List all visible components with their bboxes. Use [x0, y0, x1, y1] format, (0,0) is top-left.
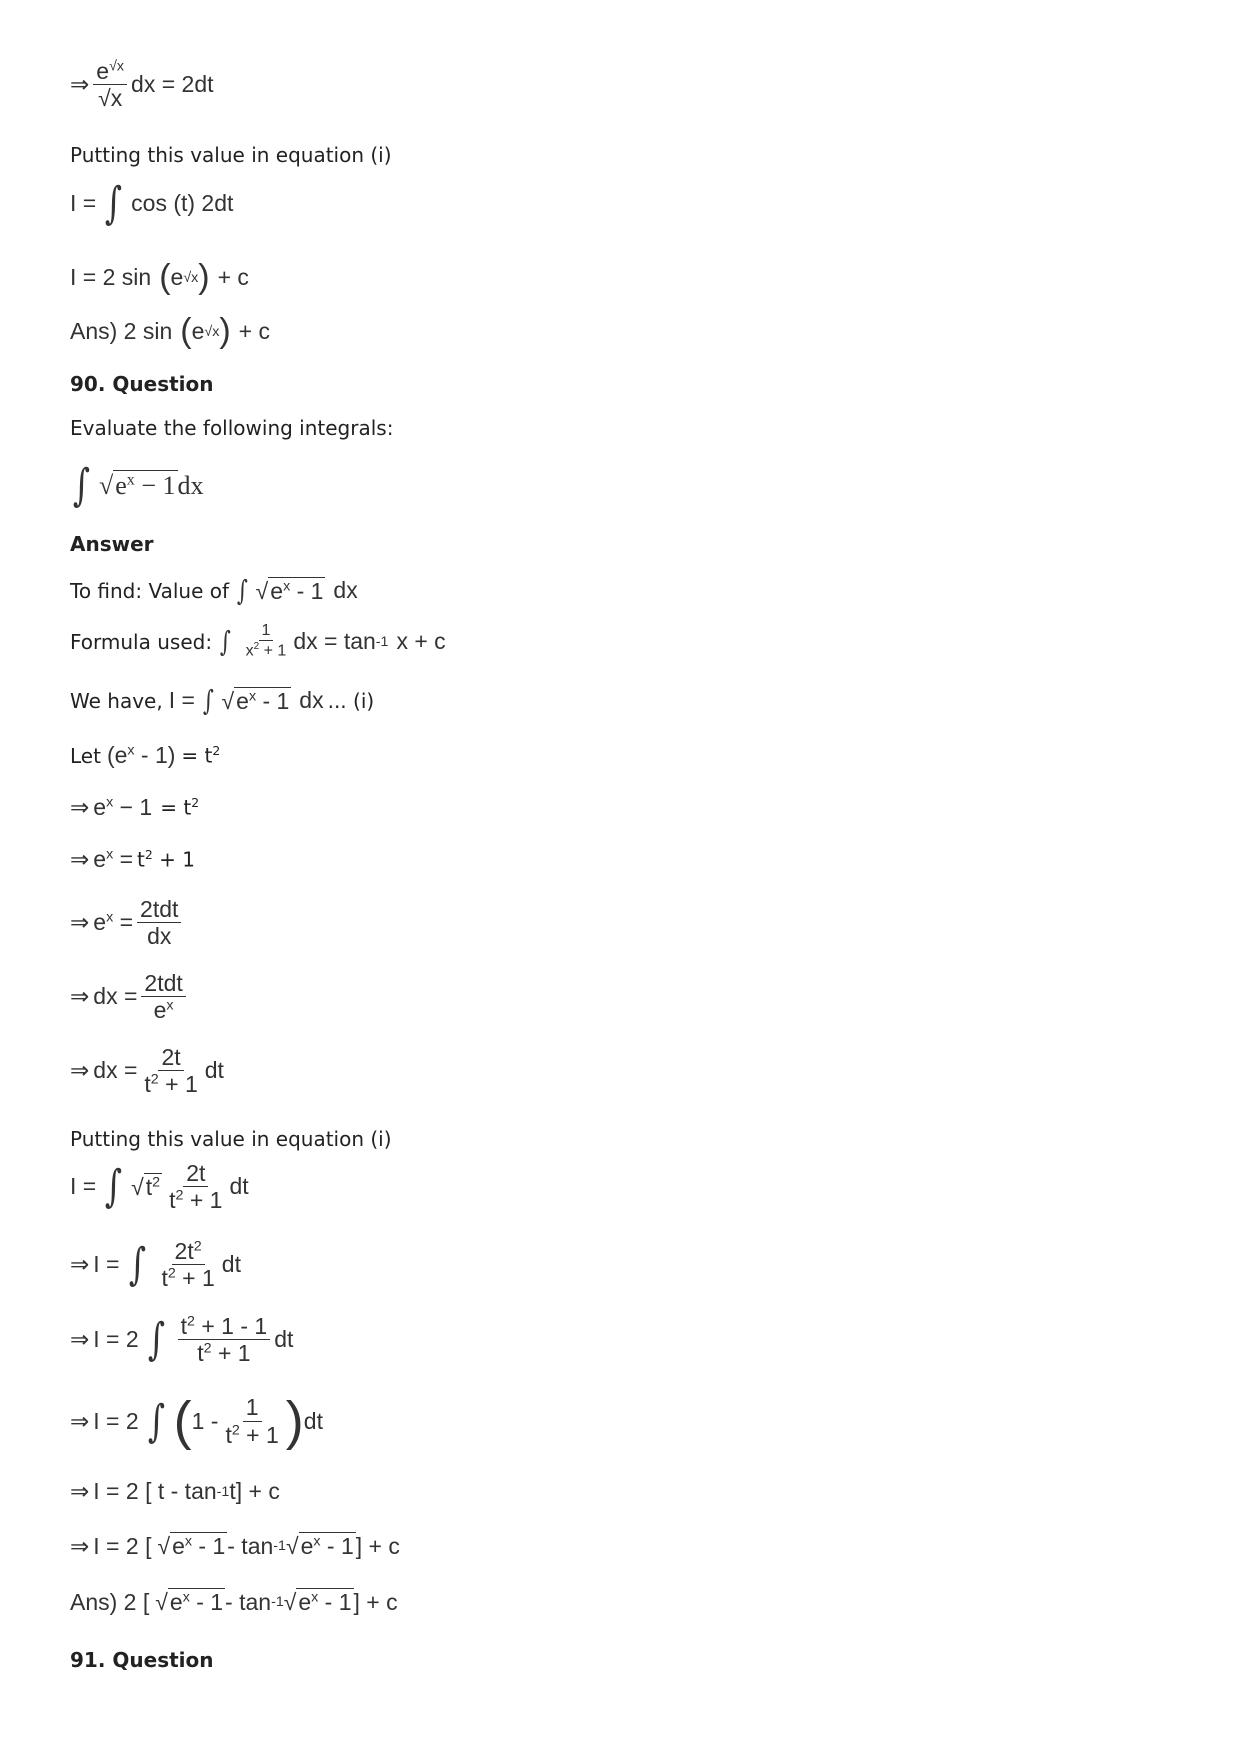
step-line: ⇒ dx = $\frac{2t}{t^2 + 1}$ dt	[70, 1044, 224, 1098]
answer-line: Ans) 2 sin ( e √x ) + c	[70, 312, 270, 350]
body-text: Putting this value in equation (i)	[70, 1127, 392, 1151]
step-line: ⇒ $e^x$ = $\frac{\text{2tdt}}{dx}$	[70, 896, 185, 950]
answer-heading: Answer	[70, 532, 154, 556]
step-line: ⇒ $e^x - 1$ = $t^2$	[70, 794, 200, 820]
step-line: ⇒ I = 2 ∫ $\frac{t^2 + 1 - 1}{t^2 + 1}$ dt	[70, 1313, 294, 1367]
question-text: Evaluate the following integrals:	[70, 416, 394, 440]
equation-line: ⇒ $\frac{e^{√x}}{√x}$ dx = 2dt	[70, 58, 214, 112]
step-line: ⇒ dx = $\frac{\text{2tdt}}{e^x}$	[70, 970, 190, 1024]
question-expression: ∫ √ $e^x - 1$ dx	[72, 460, 204, 511]
we-have-line: We have, I = ∫ √ $e^x - 1$ dx ... (i)	[70, 684, 375, 717]
let-line: Let $(e^x - 1)$ = $t^2$	[70, 742, 221, 768]
equation-line: I = 2 sin ( e √x ) + c	[70, 258, 249, 296]
body-text: Putting this value in equation (i)	[70, 143, 392, 167]
step-line: ⇒ I = 2 ∫ ( 1 - $\frac{1}{t^2 + 1}$ ) dt	[70, 1391, 323, 1451]
equation-line: I = ∫ cos (t) 2dt	[70, 178, 234, 229]
step-line: ⇒ I = 2 [ √ $e^x - 1$ - tan -1 √ $e^x - 1$ ] + c	[70, 1532, 400, 1559]
formula-line: Formula used: ∫ $\frac{1}{x^2 + 1}$ dx = tan -1 x + c	[70, 622, 446, 660]
question-heading: 91. Question	[70, 1648, 214, 1672]
step-line: ⇒ I = ∫ $\frac{2t^2}{t^2 + 1}$ dt	[70, 1238, 241, 1292]
answer-line: Ans) 2 [ √ $e^x - 1$ - tan -1 √ $e^x - 1$ ] + c	[70, 1588, 398, 1615]
step-line: ⇒ $e^x$ = $t^2 + 1$	[70, 846, 195, 872]
step-line: I = ∫ √ $t^2$ $\frac{2t}{t^2 + 1}$ dt	[70, 1160, 249, 1214]
question-heading: 90. Question	[70, 372, 214, 396]
step-line: ⇒ I = 2 [ t - tan -1 t] + c	[70, 1478, 280, 1504]
to-find-line: To find: Value of ∫ √ $e^x - 1$ dx	[70, 574, 358, 607]
